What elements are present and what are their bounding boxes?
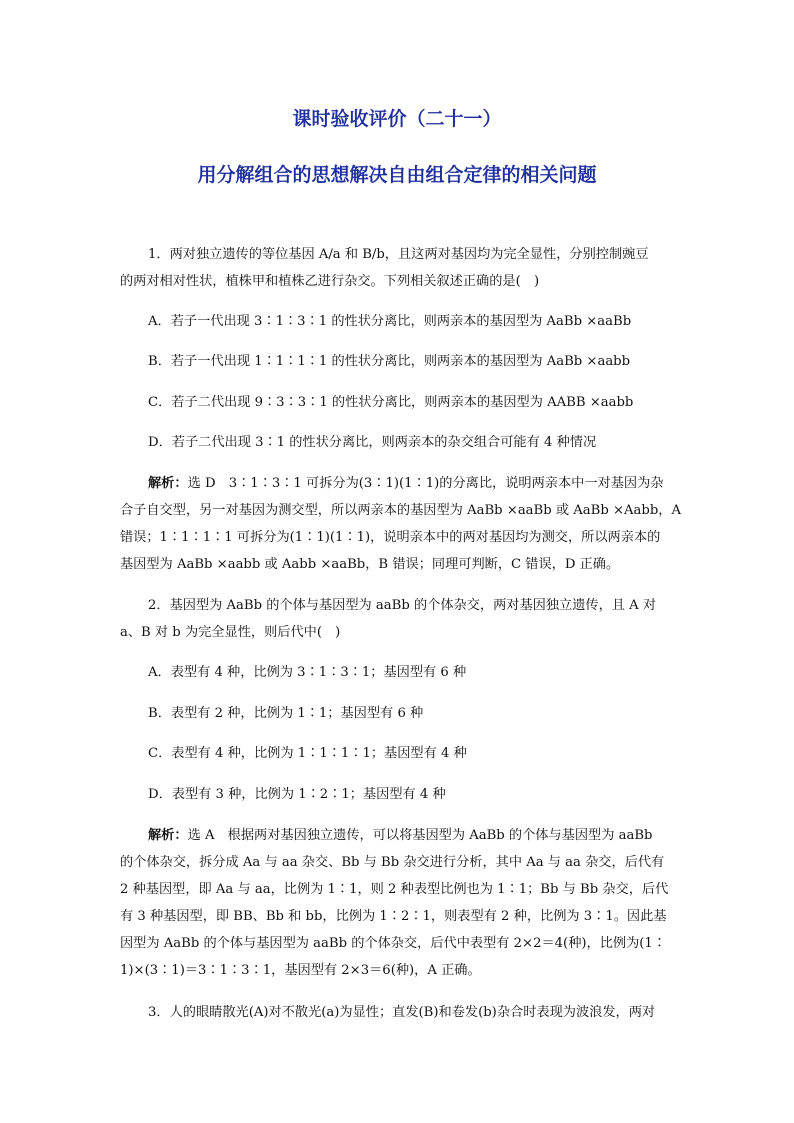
page-subtitle: 用分解组合的思想解决自由组合定律的相关问题 bbox=[197, 164, 597, 186]
q3-stem-line-1: 3．人的眼睛散光(A)对不散光(a)为显性；直发(B)和卷发(b)杂合时表现为波浪发，两对 bbox=[148, 1005, 656, 1020]
q1-option-b: B．若子一代出现 1∶1∶1∶1 的性状分离比，则两亲本的基因型为 AaBb ×aabb bbox=[148, 354, 631, 369]
q2-analysis-line-3: 2 种基因型，即 Aa 与 aa，比例为 1∶1，则 2 种表型比例也为 1∶1；Bb 与 Bb 杂交，后代 bbox=[120, 882, 669, 897]
q2-analysis-line-1 bbox=[148, 827, 652, 844]
q1-analysis-label: 解析： bbox=[148, 476, 188, 491]
q2-analysis-text: 选 A 根据两对基因独立遗传，可以将基因型为 AaBb 的个体与基因型为 aaBb bbox=[187, 828, 653, 843]
q2-analysis-label: 解析： bbox=[148, 828, 188, 843]
q1-option-d: D．若子二代出现 3∶1 的性状分离比，则两亲本的杂交组合可能有 4 种情况 bbox=[148, 435, 597, 450]
q1-analysis-line-1 bbox=[148, 475, 663, 492]
q2-analysis-line-4: 有 3 种基因型，即 BB、Bb 和 bb，比例为 1∶2∶1，则表型有 2 种，比例为 3∶1。因此基 bbox=[120, 909, 667, 924]
q2-option-a: A．表型有 4 种，比例为 3∶1∶3∶1；基因型有 6 种 bbox=[148, 665, 467, 680]
q2-option-d: D．表型有 3 种，比例为 1∶2∶1；基因型有 4 种 bbox=[148, 787, 446, 802]
q2-analysis-line-2: 的个体杂交，拆分成 Aa 与 aa 杂交、Bb 与 Bb 杂交进行分析，其中 Aa 与 aa 杂交，后代有 bbox=[120, 855, 665, 870]
q2-stem-line-2: a、B 对 b 为完全显性，则后代中( ) bbox=[120, 625, 341, 640]
q2-option-b: B．表型有 2 种，比例为 1∶1；基因型有 6 种 bbox=[148, 706, 424, 721]
q1-option-a: A．若子一代出现 3∶1∶3∶1 的性状分离比，则两亲本的基因型为 AaBb ×aaBb bbox=[148, 314, 632, 329]
q1-stem-line-1: 1．两对独立遗传的等位基因 A/a 和 B/b，且这两对基因均为完全显性，分别控制豌豆 bbox=[148, 247, 649, 262]
page-title: 课时验收评价（二十一） bbox=[292, 108, 502, 130]
q1-analysis-line-4: 基因型为 AaBb ×aabb 或 Aabb ×aaBb，B 错误；同理可判断，C 错误，D 正确。 bbox=[120, 557, 620, 572]
q1-analysis-line-2: 合子自交型，另一对基因为测交型，所以两亲本的基因型为 AaBb ×aaBb 或 AaBb ×Aabb，A bbox=[120, 503, 681, 518]
q2-stem-line-1: 2．基因型为 AaBb 的个体与基因型为 aaBb 的个体杂交，两对基因独立遗传，且 A 对 bbox=[148, 598, 657, 613]
q1-analysis-line-3: 错误；1∶1∶1∶1 可拆分为(1∶1)(1∶1)，说明亲本中的两对基因均为测交，所以两亲本的 bbox=[120, 530, 661, 545]
q2-analysis-line-5: 因型为 AaBb 的个体与基因型为 aaBb 的个体杂交，后代中表型有 2×2＝4(种)，比例为(1∶ bbox=[120, 936, 667, 951]
q2-analysis-line-6: 1)×(3∶1)＝3∶1∶3∶1，基因型有 2×3＝6(种)，A 正确。 bbox=[120, 963, 481, 978]
q1-option-c: C．若子二代出现 9∶3∶3∶1 的性状分离比，则两亲本的基因型为 AABB ×aabb bbox=[148, 395, 634, 410]
q2-option-c: C．表型有 4 种，比例为 1∶1∶1∶1；基因型有 4 种 bbox=[148, 746, 467, 761]
q1-stem-line-2: 的两对相对性状，植株甲和植株乙进行杂交。下列相关叙述正确的是( ) bbox=[120, 274, 540, 289]
q1-analysis-text: 选 D 3∶1∶3∶1 可拆分为(3∶1)(1∶1)的分离比，说明两亲本中一对基因为杂 bbox=[187, 476, 664, 491]
